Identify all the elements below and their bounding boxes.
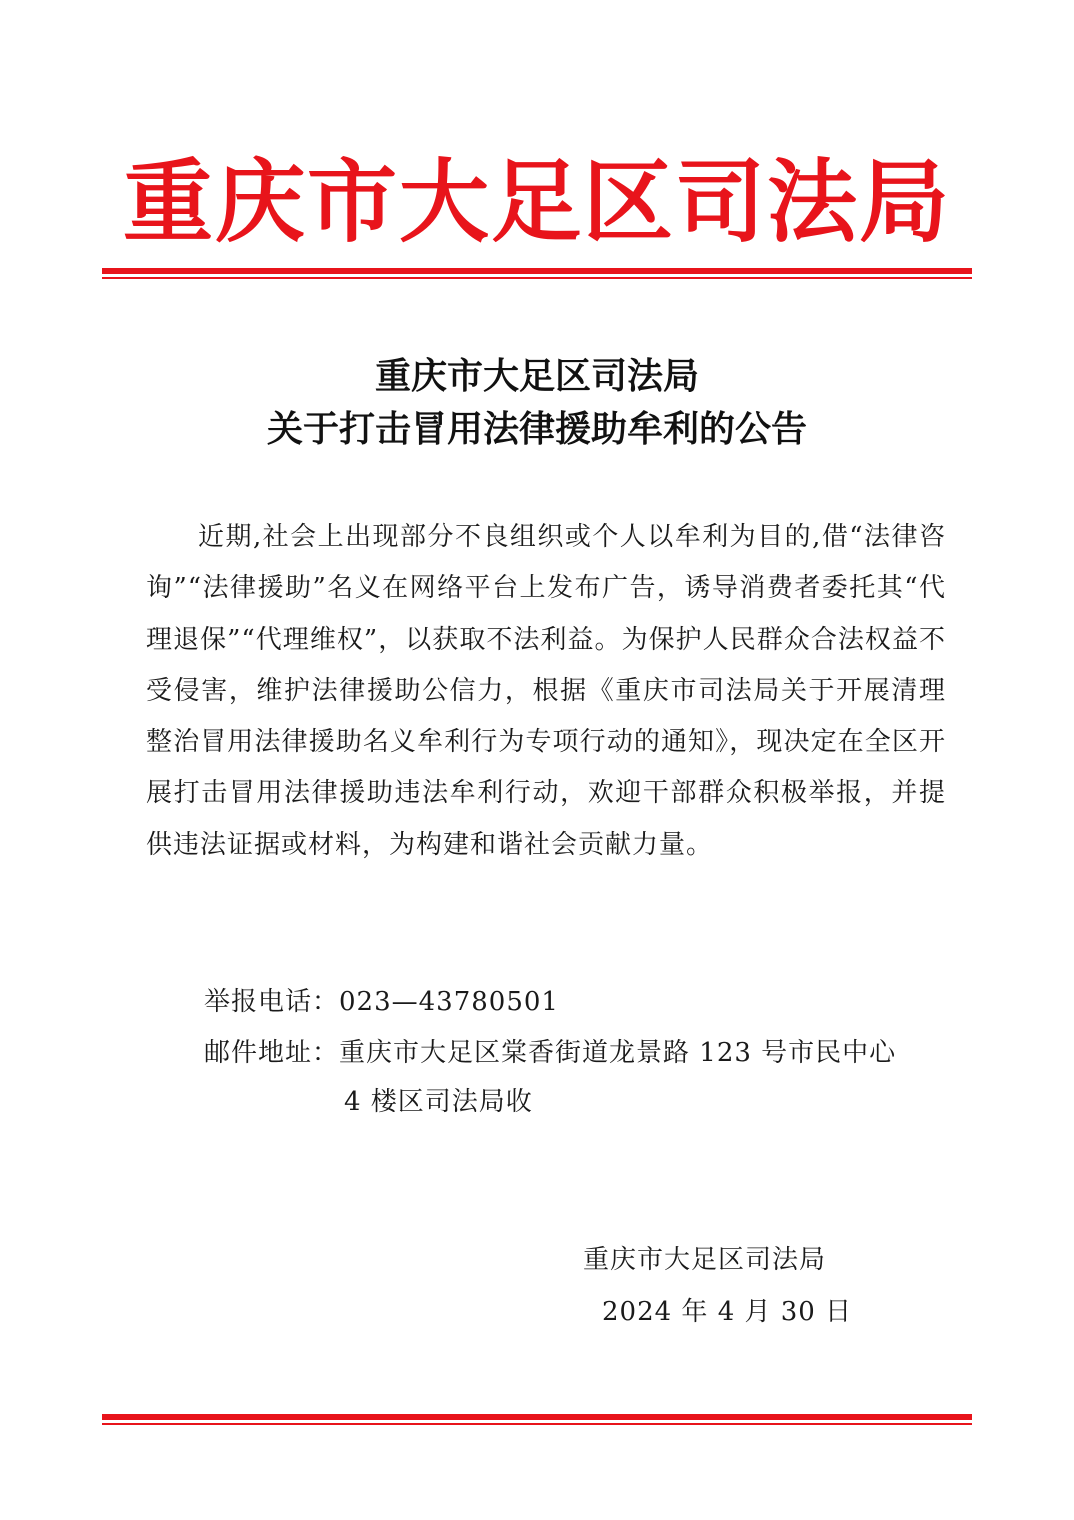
mail-address-value-line-1: 重庆市大足区棠香街道龙景路 123 号市民中心 bbox=[339, 1038, 897, 1068]
mail-address-label: 邮件地址： bbox=[204, 1038, 340, 1068]
header-red-rule bbox=[102, 268, 972, 279]
document-title-line-1: 重庆市大足区司法局 bbox=[374, 355, 699, 397]
mail-address-value-line-2: 4 楼区司法局收 bbox=[344, 1087, 533, 1117]
document-title-line-2: 关于打击冒用法律援助牟利的公告 bbox=[266, 408, 807, 450]
report-phone-label: 举报电话： bbox=[204, 987, 340, 1017]
masthead-title: 重庆市大足区司法局 bbox=[123, 150, 951, 255]
signature-date: 2024 年 4 月 30 日 bbox=[602, 1297, 853, 1327]
body-paragraph: 近期,社会上出现部分不良组织或个人以牟利为目的,借“法律咨询”“法律援助”名义在网络平台上发布广告，诱导消费者委托其“代理退保”“代理维权”，以获取不法利益。为保护人民群众合法权益不受侵害，维护法律援助公信力，根据《重庆市司法局关于开展清理整治冒用法律援助名义牟利行为专项行动的通知》，现决定在全区开展打击冒用法律援助违法牟利行动，欢迎干部群众积极举报，并提供违法证据或材料，为构建和谐社会贡献力量。 bbox=[146, 522, 946, 860]
footer-red-rule bbox=[102, 1414, 972, 1425]
report-phone-value: 023—43780501 bbox=[339, 987, 559, 1017]
signature-organization: 重庆市大足区司法局 bbox=[583, 1245, 827, 1275]
mail-address bbox=[204, 1031, 944, 1075]
report-phone bbox=[204, 980, 559, 1024]
